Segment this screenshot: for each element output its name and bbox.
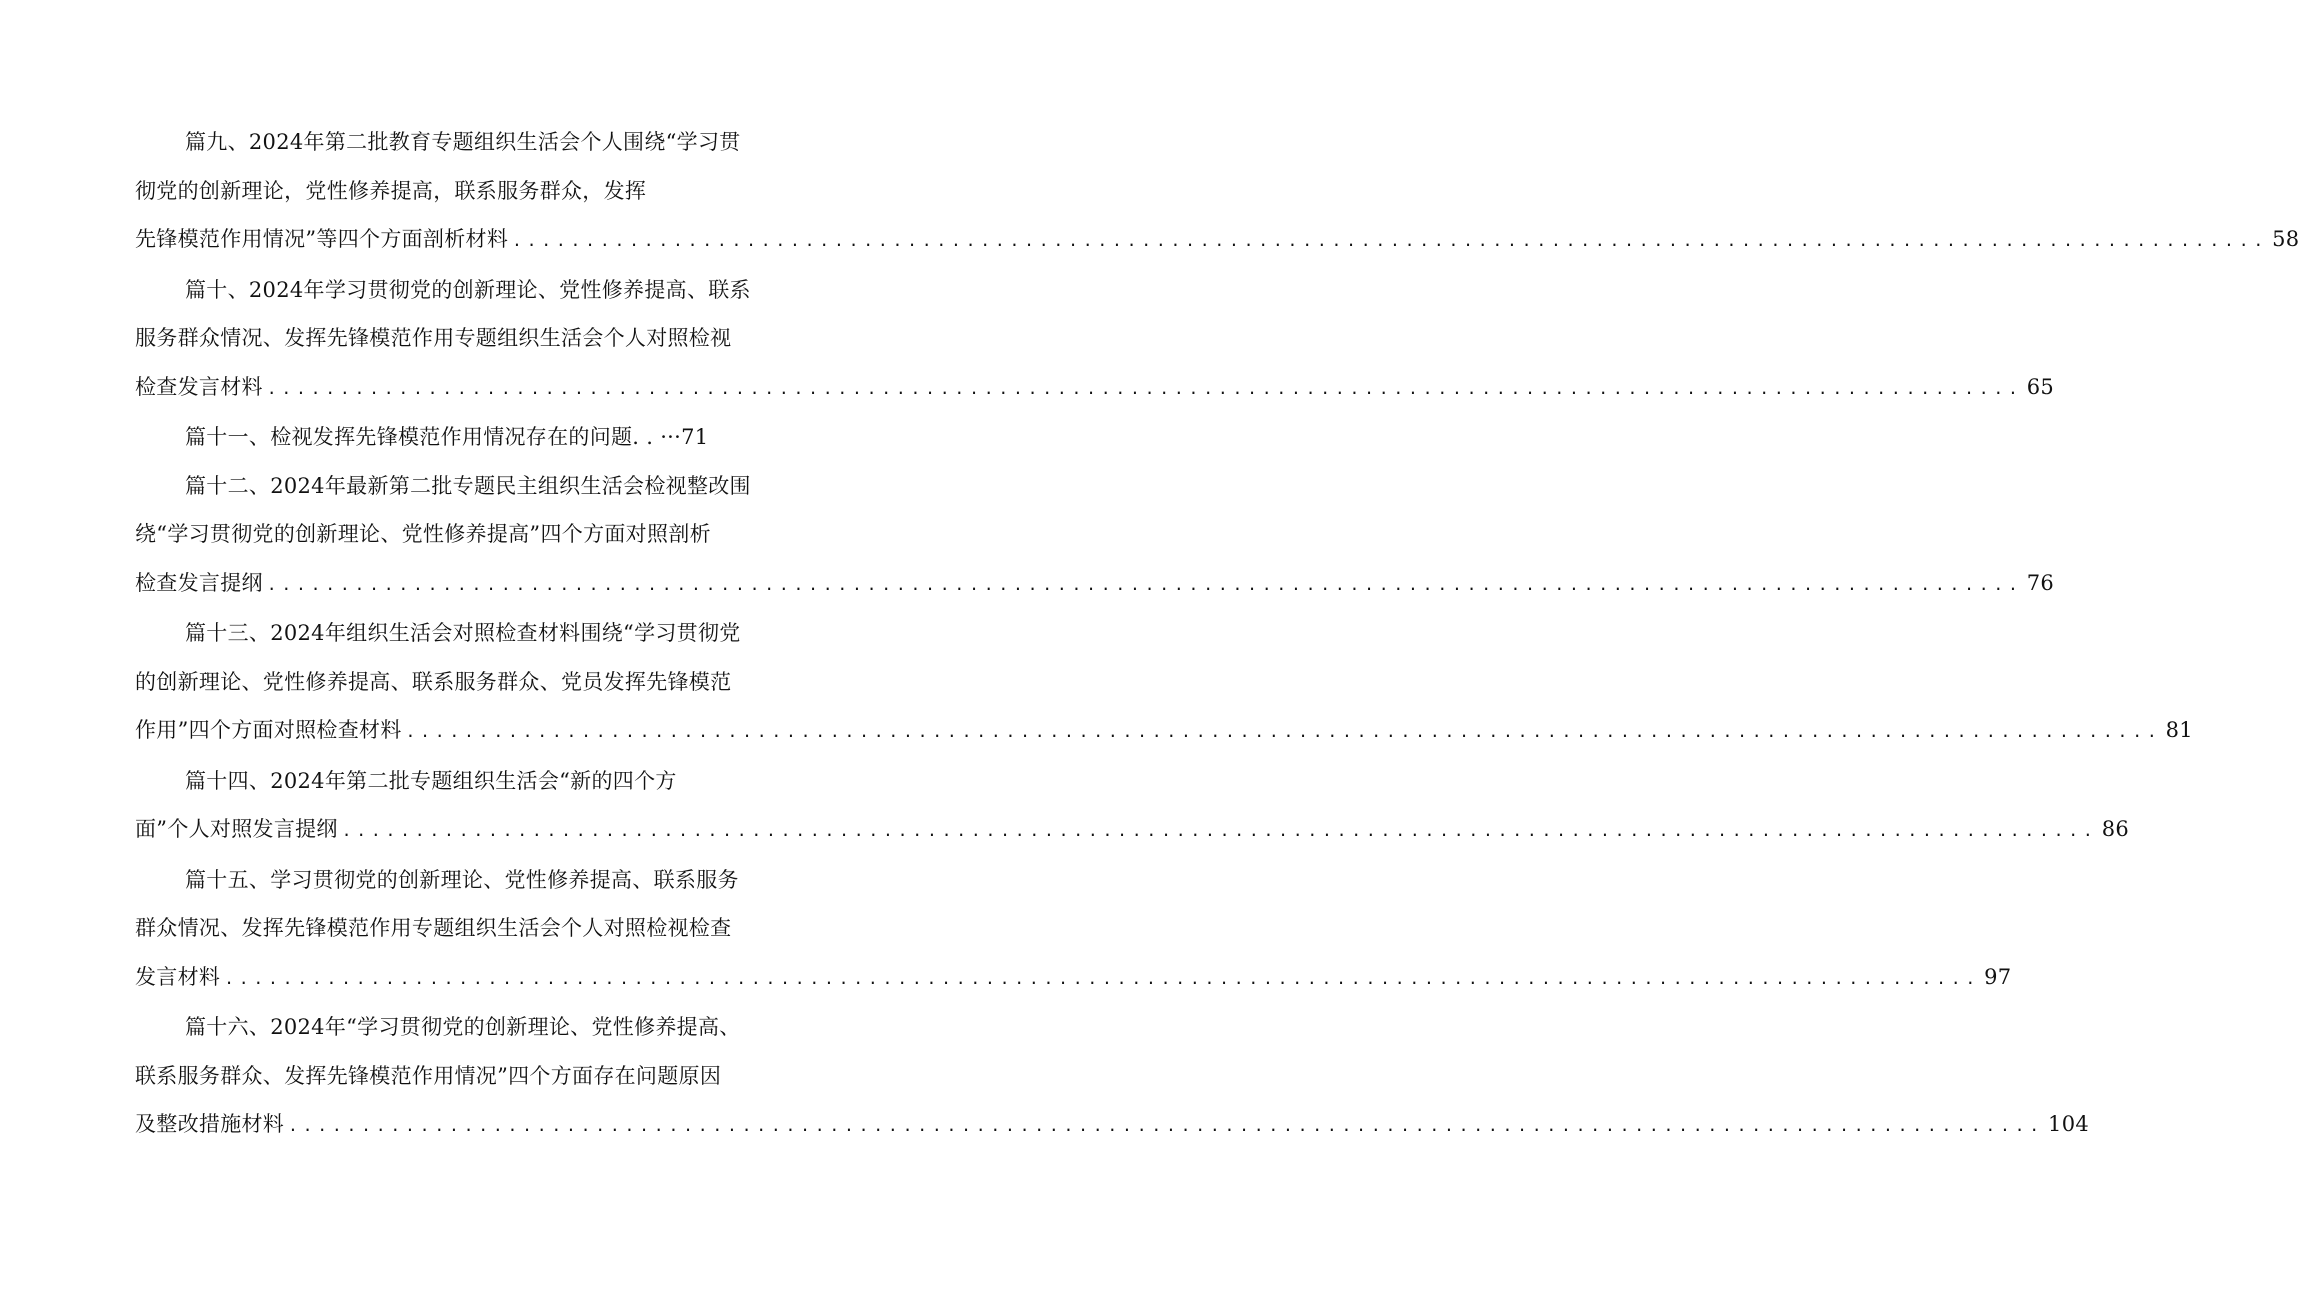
page-number: 58 [2272,227,2299,251]
table-of-contents [135,118,2299,1151]
toc-entry[interactable] [135,266,2055,414]
toc-entry-line: 篇十五、学习贯彻党的创新理论、党性修养提高、联系服务 [185,867,739,892]
page-number: 65 [2026,374,2055,399]
toc-entry-line: 篇十二、2024年最新第二批专题民主组织生活会检视整改围 [185,473,751,498]
toc-entry-line: 服务群众情况、发挥先锋模范作用专题组织生活会个人对照检视 [135,326,732,350]
dot-leader: ........................................................................................................................ [266,378,2023,398]
toc-entry-last-line [135,706,2193,757]
dot-leader: ........................................................................................................................ [288,1116,2045,1135]
toc-entry-line: 的创新理论、党性修养提高、联系服务群众、党员发挥先锋模范 [135,669,732,694]
toc-entry-last-line [135,1100,2090,1151]
toc-entry-line: 作用”四个方面对照检查材料 [135,718,402,742]
toc-entry-last-line [135,805,2130,856]
toc-entry[interactable] [135,856,2012,1004]
toc-entry-last-line [135,363,2055,414]
dot-leader: ........................................................................................................................ [266,574,2023,594]
dot-leader: ........................................................................................................................ [405,722,2162,741]
page-number: 76 [2026,570,2055,595]
page-number: 97 [1984,964,2012,989]
toc-entry-line: 发言材料 [135,964,221,989]
toc-entry-last-line [135,953,2012,1004]
toc-entry-last-line [135,559,2055,610]
toc-entry[interactable] [135,757,2130,856]
toc-entry-line: 先锋模范作用情况”等四个方面剖析材料 [135,227,509,251]
page-number: 81 [2165,718,2193,742]
dot-leader: ........................................................................................................................ [341,821,2098,840]
toc-entry-last-line [135,215,2299,266]
toc-entry-line: 绕“学习贯彻党的创新理论、党性修养提高”四个方面对照剖析 [135,522,711,546]
toc-entry-line: 篇九、2024年第二批教育专题组织生活会个人围绕“学习贯 [185,130,741,154]
toc-entry-line: 篇十六、2024年“学习贯彻党的创新理论、党性修养提高、 [185,1015,741,1039]
toc-entry[interactable] [135,1003,2090,1151]
toc-entry-line: 篇十一、检视发挥先锋模范作用情况存在的问题. . ···71 [185,425,709,449]
toc-entry[interactable] [135,413,795,462]
page-number: 86 [2101,817,2130,841]
dot-leader: ........................................................................................................................ [224,968,1981,988]
toc-entry-line: 面”个人对照发言提纲 [135,817,338,841]
toc-entry[interactable] [135,609,2193,757]
page-number: 104 [2048,1112,2090,1136]
toc-entry-line: 篇十、2024年学习贯彻党的创新理论、党性修养提高、联系 [185,277,751,302]
toc-entry-line: 检查发言材料 [135,374,263,399]
toc-entry-line: 群众情况、发挥先锋模范作用专题组织生活会个人对照检视检查 [135,916,732,940]
toc-entry-line: 篇十四、2024年第二批专题组织生活会“新的四个方 [185,768,677,793]
toc-entry[interactable] [135,118,2299,266]
toc-entry-line: 及整改措施材料 [135,1112,285,1136]
dot-leader: ........................................................................................................................ [512,231,2269,250]
toc-entry-line: 联系服务群众、发挥先锋模范作用情况”四个方面存在问题原因 [135,1063,722,1088]
toc-entry-line: 彻党的创新理论，党性修养提高，联系服务群众，发挥 [135,178,647,203]
toc-entry[interactable] [135,462,2055,610]
toc-entry-line: 篇十三、2024年组织生活会对照检查材料围绕“学习贯彻党 [185,621,741,645]
toc-entry-line: 检查发言提纲 [135,570,263,595]
